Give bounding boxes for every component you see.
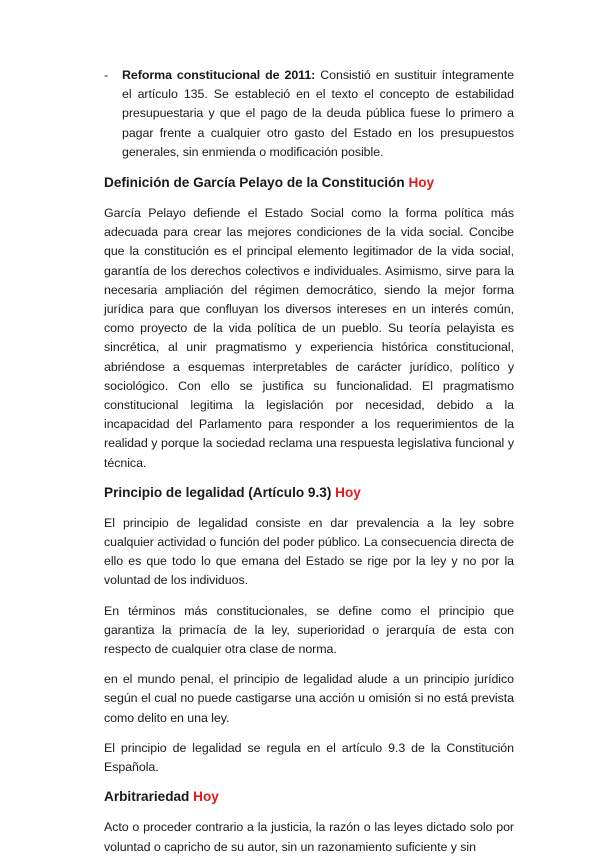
- hoy-tag: Hoy: [335, 484, 361, 500]
- bullet-text: Consistió en sustituir íntegramente el artículo 135. Se estableció en el texto el concepto de estabilidad presupuestaria y que el pago de la deuda pública fuese lo primero a pagar frente a cualquier otro gasto del Estado en los presupuestos generales, sin enmienda o modificación posible.: [122, 68, 514, 159]
- paragraph: Acto o proceder contrario a la justicia, la razón o las leyes dictado solo por voluntad o capricho de su autor, sin un razonamiento suficiente y sin: [104, 820, 514, 854]
- paragraph: El principio de legalidad consiste en dar prevalencia a la ley sobre cualquier actividad o función del poder público. La consecuencia directa de ello es que todo lo que emana del Estado se rige por la ley y no por la voluntad de los individuos.: [104, 515, 514, 588]
- section-heading: Principio de legalidad (Artículo 9.3) Hoy: [104, 484, 361, 500]
- hoy-tag: Hoy: [193, 789, 219, 805]
- bullet-paragraph: [122, 66, 514, 162]
- hoy-tag: Hoy: [408, 175, 435, 191]
- paragraph: García Pelayo defiende el Estado Social como la forma política más adecuada para crear las mejores condiciones de la vida social. Concibe que la constitución es el principal elemento legitimador de la vida social, garantía de los derechos colectivos e individuales. Asimismo, sirve para la necesaria ampliación del régimen democrático, siendo la mejor forma jurídica para que confluyan los diversos intereses en un interés común, como proyecto de la vida política de un pueblo. Su teoría pelayista es sincrética, al unir pragmatismo y experiencia histórica constitucional, abriéndose a esquemas interpretables de carácter jurídico, político y sociológico. Con ello se justifica su funcionalidad. El pragmatismo constitucional legitima la legislación por necesidad, debido a la incapacidad del Parlamento para responder a los requerimientos de la realidad y porque la sociedad reclama una respuesta legislativa funcional y técnica.: [104, 206, 514, 470]
- bullet-title: Reforma constitucional de 2011:: [122, 68, 316, 82]
- paragraph: El principio de legalidad se regula en el artículo 9.3 de la Constitución Española.: [104, 740, 514, 775]
- section-heading: Arbitrariedad Hoy: [104, 789, 219, 805]
- bullet-mark: -: [104, 68, 109, 82]
- bullet-reforma-2011: [104, 66, 514, 162]
- paragraph: en el mundo penal, el principio de legalidad alude a un principio jurídico según el cual no puede castigarse una acción u omisión si no está prevista como delito en una ley.: [104, 672, 514, 725]
- section-garcia-pelayo: [104, 174, 514, 473]
- paragraph: En términos más constitucionales, se define como el principio que garantiza la primacía de la ley, superioridad o jerarquía de esta con respecto de cualquier otra clase de norma.: [104, 603, 514, 657]
- section-heading: Definición de García Pelayo de la Constitución Hoy: [104, 175, 435, 191]
- section-principio-legalidad: [104, 484, 514, 777]
- section-arbitrariedad: [104, 788, 514, 856]
